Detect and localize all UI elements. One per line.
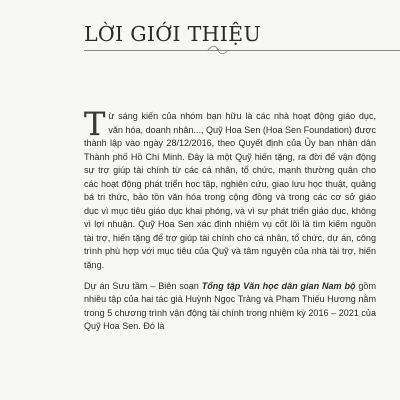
book-title: Tổng tập Văn học dân gian Nam bộ [201,280,356,291]
paragraph-2 [84,280,376,334]
paragraph-2-text: gồm nhiều tập của hai tác giả Huỳnh Ngọc Trảng và Phạm Thiếu Hương nằm trong 5 chương trình vận động tài chính trong nhiệm kỳ 2016 – 2021 của Quỹ Hoa Sen. Đó là [84,280,376,332]
body-text [84,105,376,334]
paragraph-1 [84,105,376,273]
drop-cap: T [84,105,106,143]
paragraph-1-text: ừ sáng kiến của nhóm bạn hữu là các nhà hoạt động giáo dục, văn hóa, doanh nhân..., Quỹ Hoa Sen (Hoa Sen Foundation) được thành lập vào ngày 28/12/2016, theo Quyết định của Ủy ban nhân dân Thành phố Hồ Chí Minh. Đây là một Quỹ hiến tặng, ra đời để vận động sự trợ giúp tài chính từ các cá nhân, tổ chức, mạnh thường quân cho các hoạt động phát triển học tập, nghiên cứu, giao lưu học thuật, quảng bá tri thức, bảo tồn văn hóa trong cộng đồng và trong các cơ sở giáo dục vì mục tiêu giáo dục khai phóng, và vì sự phát triển giáo dục, không vì lợi nhuận. Quỹ Hoa Sen xác định nhiệm vụ cốt lõi là tìm kiếm nguồn tài trợ, hiến tặng để trợ giúp tài chính cho cá nhân, tổ chức, dự án, công trình phù hợp với mục tiêu của Quỹ và tâm nguyện của nhà tài trợ, hiến tặng. [84,111,376,271]
heading-divider [84,50,400,51]
flourish-ornament-icon [206,44,230,56]
paragraph-2-lead: Dự án Sưu tầm – Biên soạn [84,280,202,291]
page-heading: LỜI GIỚI THIỆU [84,22,262,46]
